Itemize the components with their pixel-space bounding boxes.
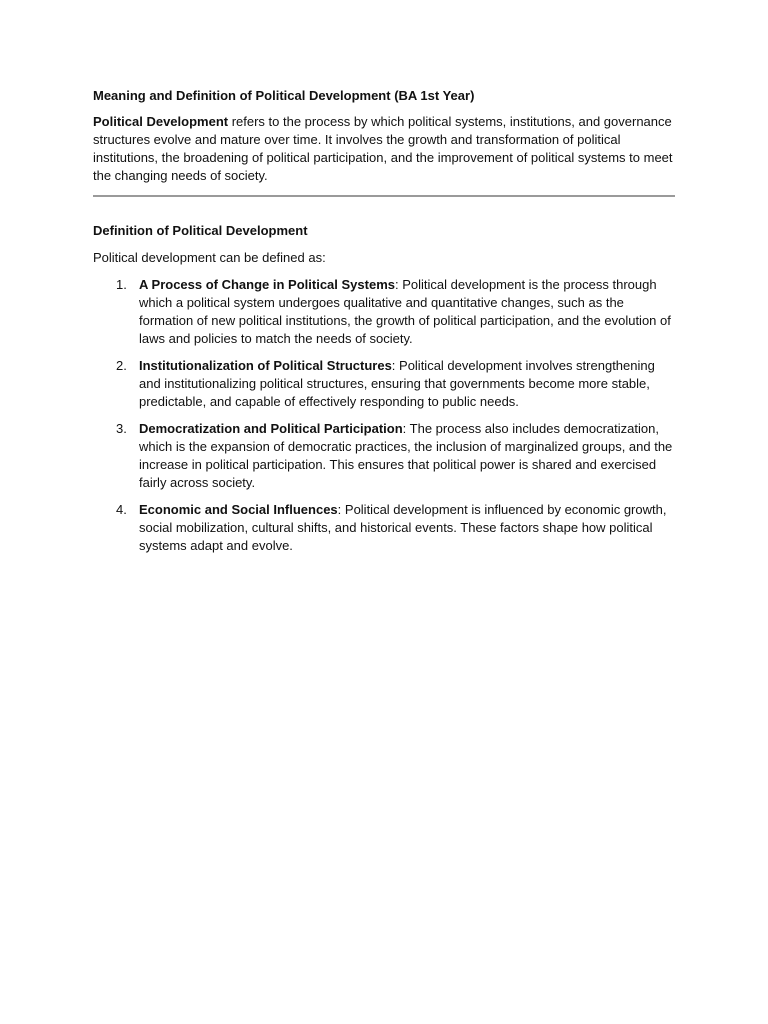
list-item — [93, 420, 675, 492]
list-item-text: : Political development is influenced by economic growth, social mobilization, cultural shifts, and historical events. These factors shape how political systems adapt and evolve. — [139, 502, 667, 553]
horizontal-divider — [93, 195, 675, 197]
section-lead: Political development can be defined as: — [93, 250, 326, 265]
list-item-number: 3. — [116, 421, 127, 436]
document-title: Meaning and Definition of Political Development (BA 1st Year) — [93, 88, 475, 103]
list-item — [93, 357, 675, 411]
intro-term: Political Development — [93, 114, 229, 129]
list-item-text: : Political development involves strengthening and institutionalizing political structures, ensuring that governments become more stable, predictable, and capable of effectively responding to public needs. — [139, 358, 655, 409]
list-item-term: Institutionalization of Political Structures — [139, 358, 392, 373]
list-item-text: : The process also includes democratization, which is the expansion of democratic practices, the inclusion of marginalized groups, and the increase in political participation. This ensures that political power is shared and exercised fairly across society. — [139, 421, 673, 490]
intro-paragraph — [93, 113, 675, 185]
list-item-term: Democratization and Political Participation — [139, 421, 403, 436]
definition-list — [93, 276, 675, 555]
section-heading: Definition of Political Development — [93, 223, 308, 238]
list-item-term: Economic and Social Influences — [139, 502, 338, 517]
intro-text: refers to the process by which political systems, institutions, and governance structures evolve and mature over time. It involves the growth and transformation of political institutions, the broadening of political participation, and the improvement of political systems to meet the changing needs of society. — [93, 114, 673, 183]
list-item-term: A Process of Change in Political Systems — [139, 277, 395, 292]
list-item-number: 1. — [116, 277, 127, 292]
list-item — [93, 276, 675, 348]
list-item-number: 2. — [116, 358, 127, 373]
document-page — [93, 87, 675, 564]
list-item-number: 4. — [116, 502, 127, 517]
list-item-text: : Political development is the process through which a political system undergoes qualitative and quantitative changes, such as the formation of new political institutions, the growth of political participation, and the evolution of laws and policies to match the needs of society. — [139, 277, 671, 346]
list-item — [93, 501, 675, 555]
